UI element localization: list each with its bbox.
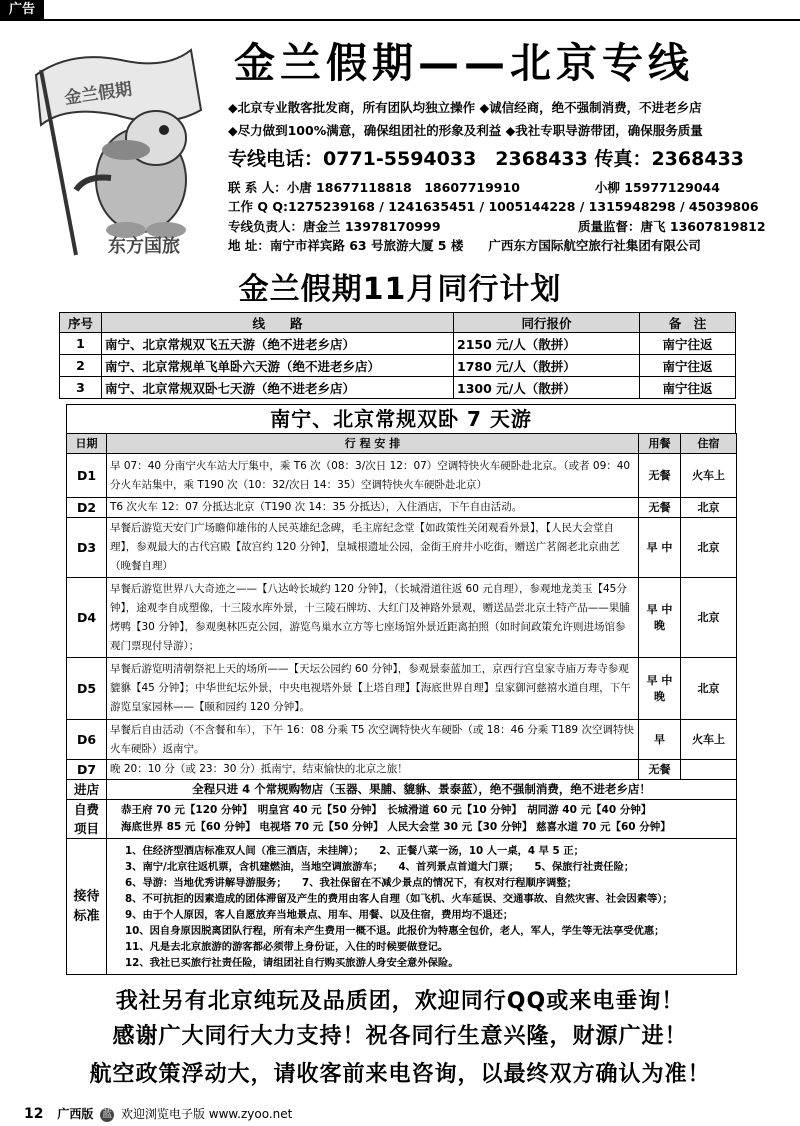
day-label: D1 [67, 454, 107, 498]
header-meal: 用餐 [639, 434, 681, 454]
shop-text: 全程只进 4 个常规购物店（玉器、果脯、貔貅、景泰蓝），绝不强制消费，绝不进老乡店！ [107, 780, 737, 800]
selfpay-line: 海底世界 85 元【60 分钟】 电视塔 70 元【50 分钟】 人民大会堂 30 元【30 分钟】 慈喜水道 70 元【60 分钟】 [121, 821, 671, 833]
table-row [60, 377, 736, 399]
route-note: 南宁往返 [640, 355, 736, 377]
page-footer [24, 1105, 292, 1122]
itinerary-title: 南宁、北京常规双卧 7 天游 [66, 404, 736, 434]
day-meal: 无餐 [639, 454, 681, 498]
itinerary-header [67, 434, 737, 454]
day-stay: 北京 [681, 658, 737, 720]
route-no: 1 [60, 333, 102, 355]
day-label: D6 [67, 720, 107, 760]
notes-row [67, 839, 737, 975]
promo-line-1: 我社另有北京纯玩及品质团，欢迎同行QQ或来电垂询！ [115, 989, 685, 1014]
header-no: 序号 [60, 313, 102, 333]
selfpay-line: 恭王府 70 元【120 分钟】 明皇宫 40 元【50 分钟】 长城滑道 60 元【10 分钟】 胡同游 40 元【40 分钟】 [121, 804, 652, 816]
route-no: 3 [60, 377, 102, 399]
route-table-header [60, 313, 736, 333]
route-name: 南宁、北京常规双飞五天游（绝不进老乡店） [102, 333, 454, 355]
table-row [67, 518, 737, 578]
day-desc: 早餐后自由活动（不含餐和车），下午 16：08 分乘 T5 次空调特快火车硬卧（或 18：46 分乘 T189 次空调特快火车硬卧）返南宁。 [107, 720, 639, 760]
selfpay-label: 自费项目 [67, 800, 107, 839]
hotline: 专线电话：0771-5594033 2368433 传真：2368433 [228, 148, 745, 170]
table-row [67, 720, 737, 760]
note-item: 9、由于个人原因，客人自愿放弃当地景点、用车、用餐、以及住宿，费用均不退还； [125, 908, 514, 921]
day-meal: 早 中 晚 [639, 578, 681, 658]
day-meal: 早 [639, 720, 681, 760]
day-stay: 北京 [681, 578, 737, 658]
table-row [67, 454, 737, 498]
footer-link[interactable]: 欢迎浏览电子版 www.zyoo.net [120, 1107, 293, 1121]
mascot-duck-flag-icon [16, 30, 220, 256]
day-meal: 早 中 晚 [639, 658, 681, 720]
slogan-line-1: ◆北京专业散客批发商，所有团队均独立操作 ◆诚信经商，绝不强制消费，不进老乡店 [228, 100, 702, 115]
contact-address: 地 址：南宁市祥宾路 63 号旅游大厦 5 楼 广西东方国际航空旅行社集团有限公司 [228, 238, 701, 253]
ad-title: 金兰假期——北京专线 [234, 39, 694, 87]
day-stay: 北京 [681, 518, 737, 578]
note-item: 3、南宁/北京往返机票，含机建燃油，当地空调旅游车； 4、首列景点首道大门票； 5、保旅行社责任险； [125, 860, 635, 873]
page-number: 12 [24, 1106, 44, 1122]
slogan-line-2: ◆尽力做到100%满意，确保组团社的形象及利益 ◆我社专职导游带团，确保服务质量 [228, 123, 703, 138]
day-desc: 早 07：40 分南宁火车站大厅集中，乘 T6 次（08：3/次日 12：07）空调特快火车硬卧赴北京。（或者 09：40分火车站集中，乘 T190 次（10：32/次日 14：35）空调特快火车硬卧赴北京） [107, 454, 639, 498]
table-row [67, 658, 737, 720]
route-price: 1300 元/人（散拼） [454, 377, 640, 399]
note-item: 10、因自身原因脱离团队行程，所有未产生费用一概不退。此报价为特惠全包价，老人，军人，学生等无法享受优惠； [125, 924, 665, 937]
day-desc: 早餐后游览世界八大奇迹之——【八达岭长城约 120 分钟】，（长城滑道往返 60 元自理），参观地龙美玉【45分钟】，途观李自成塑像，十三陵水库外景，十三陵石牌坊、大红门及神路外景观，赠送品尝北京土特产品——果脯烤鸭【30 分钟】，参观奥林匹克公园，游览鸟巢水立方等七座场馆外景近距离拍照（如时间政策允许则进场馆参观门票现付导游）； [107, 578, 639, 658]
day-label: D7 [67, 760, 107, 780]
route-name: 南宁、北京常规双卧七天游（绝不进老乡店） [102, 377, 454, 399]
header-stay: 住宿 [681, 434, 737, 454]
notes-label: 接待标准 [67, 839, 107, 975]
header-schedule: 行 程 安 排 [107, 434, 639, 454]
note-item: 1、住经济型酒店标准双人间（准三酒店，未挂牌）； 2、正餐八菜一汤，10 人一桌，4 早 5 正； [125, 844, 584, 857]
route-note: 南宁往返 [640, 333, 736, 355]
day-desc: 早餐后游览天安门广场瞻仰雄伟的人民英雄纪念碑，毛主席纪念堂【如政策性关闭观看外景】，【人民大会堂自理】，参观最大的古代宫殿【故宫约 120 分钟】，皇城根遗址公园，金街王府井小吃街，赠送广茗阁老北京曲艺（晚餐自理） [107, 518, 639, 578]
selfpay-list [107, 800, 737, 839]
flag-text: 金兰假期 [63, 79, 134, 109]
contact-persons: 联 系 人：小唐 18677118818 18607719910 小柳 15977129044 [228, 180, 720, 195]
day-desc: 晚 20：10 分（或 23：30 分）抵南宁，结束愉快的北京之旅！ [107, 760, 639, 780]
note-item: 6、导游：当地优秀讲解导游服务； 7、我社保留在不减少景点的情况下，有权对行程顺序调整； [125, 876, 577, 889]
table-row [67, 760, 737, 780]
route-price: 2150 元/人（散拼） [454, 333, 640, 355]
day-desc: T6 次火车 12：07 分抵达北京（T190 次 14：35 分抵达），入住酒店，下午自由活动。 [107, 498, 639, 518]
mascot-label: 东方国旅 [108, 236, 180, 256]
table-row [67, 498, 737, 518]
day-stay: 火车上 [681, 720, 737, 760]
header-route: 线 路 [102, 313, 454, 333]
day-label: D4 [67, 578, 107, 658]
day-stay: 北京 [681, 498, 737, 518]
day-meal: 无餐 [639, 498, 681, 518]
ad-tag: 广告 [0, 0, 44, 20]
paper-edition: 广西版 [57, 1107, 94, 1121]
day-desc: 早餐后游览明清朝祭祀上天的场所——【天坛公园约 60 分钟】，参观景泰蓝加工，京西行宫皇家寺庙万寿寺参观貔貅【45 分钟】；中华世纪坛外景，中央电视塔外景【上塔自理】【海底世界自理】皇家御河慈禧水道自理，下午游览皇家园林——【颐和园约 120 分钟】。 [107, 658, 639, 720]
shop-row [67, 780, 737, 800]
day-stay [681, 760, 737, 780]
header-price: 同行报价 [454, 313, 640, 333]
itinerary-table [66, 433, 737, 975]
route-name: 南宁、北京常规单飞单卧六天游（绝不进老乡店） [102, 355, 454, 377]
notes-list [107, 839, 737, 975]
shop-label: 进店 [67, 780, 107, 800]
note-item: 8、不可抗拒的因素造成的团体滞留及产生的费用由客人自理（如飞机、火车延误、交通事故、自然灾害、社会因素等）； [125, 892, 673, 905]
header-note: 备 注 [640, 313, 736, 333]
contact-qq: 工作 Q Q:1275239168 / 1241635451 / 1005144228 / 1315948298 / 45039806 [228, 199, 759, 214]
note-item: 12、我社已买旅行社责任险，请组团社自行购买旅游人身安全意外保险。 [125, 956, 459, 969]
day-label: D5 [67, 658, 107, 720]
table-row [60, 355, 736, 377]
header-date: 日期 [67, 434, 107, 454]
plan-title: 金兰假期11月同行计划 [238, 272, 562, 307]
table-row [67, 578, 737, 658]
edition-badge-icon: 蓝 [102, 1108, 113, 1120]
route-price: 1780 元/人（散拼） [454, 355, 640, 377]
route-price-table [59, 312, 736, 399]
promo-line-3: 航空政策浮动大，请收客前来电咨询，以最终双方确认为准！ [89, 1062, 711, 1087]
day-stay: 火车上 [681, 454, 737, 498]
day-meal: 早 中 [639, 518, 681, 578]
note-item: 11、凡是去北京旅游的游客都必须带上身份证，入住的时候要做登记。 [125, 940, 449, 953]
promo-line-2: 感谢广大同行大力支持！祝各同行生意兴隆，财源广进！ [112, 1024, 688, 1049]
route-no: 2 [60, 355, 102, 377]
selfpay-row [67, 800, 737, 839]
day-label: D2 [67, 498, 107, 518]
top-divider [0, 19, 800, 21]
ad-header [12, 24, 788, 260]
contact-manager: 专线负责人：唐金兰 13978170999 质量监督：唐飞 13607819812 [228, 219, 766, 234]
day-meal: 无餐 [639, 760, 681, 780]
route-note: 南宁往返 [640, 377, 736, 399]
table-row [60, 333, 736, 355]
day-label: D3 [67, 518, 107, 578]
